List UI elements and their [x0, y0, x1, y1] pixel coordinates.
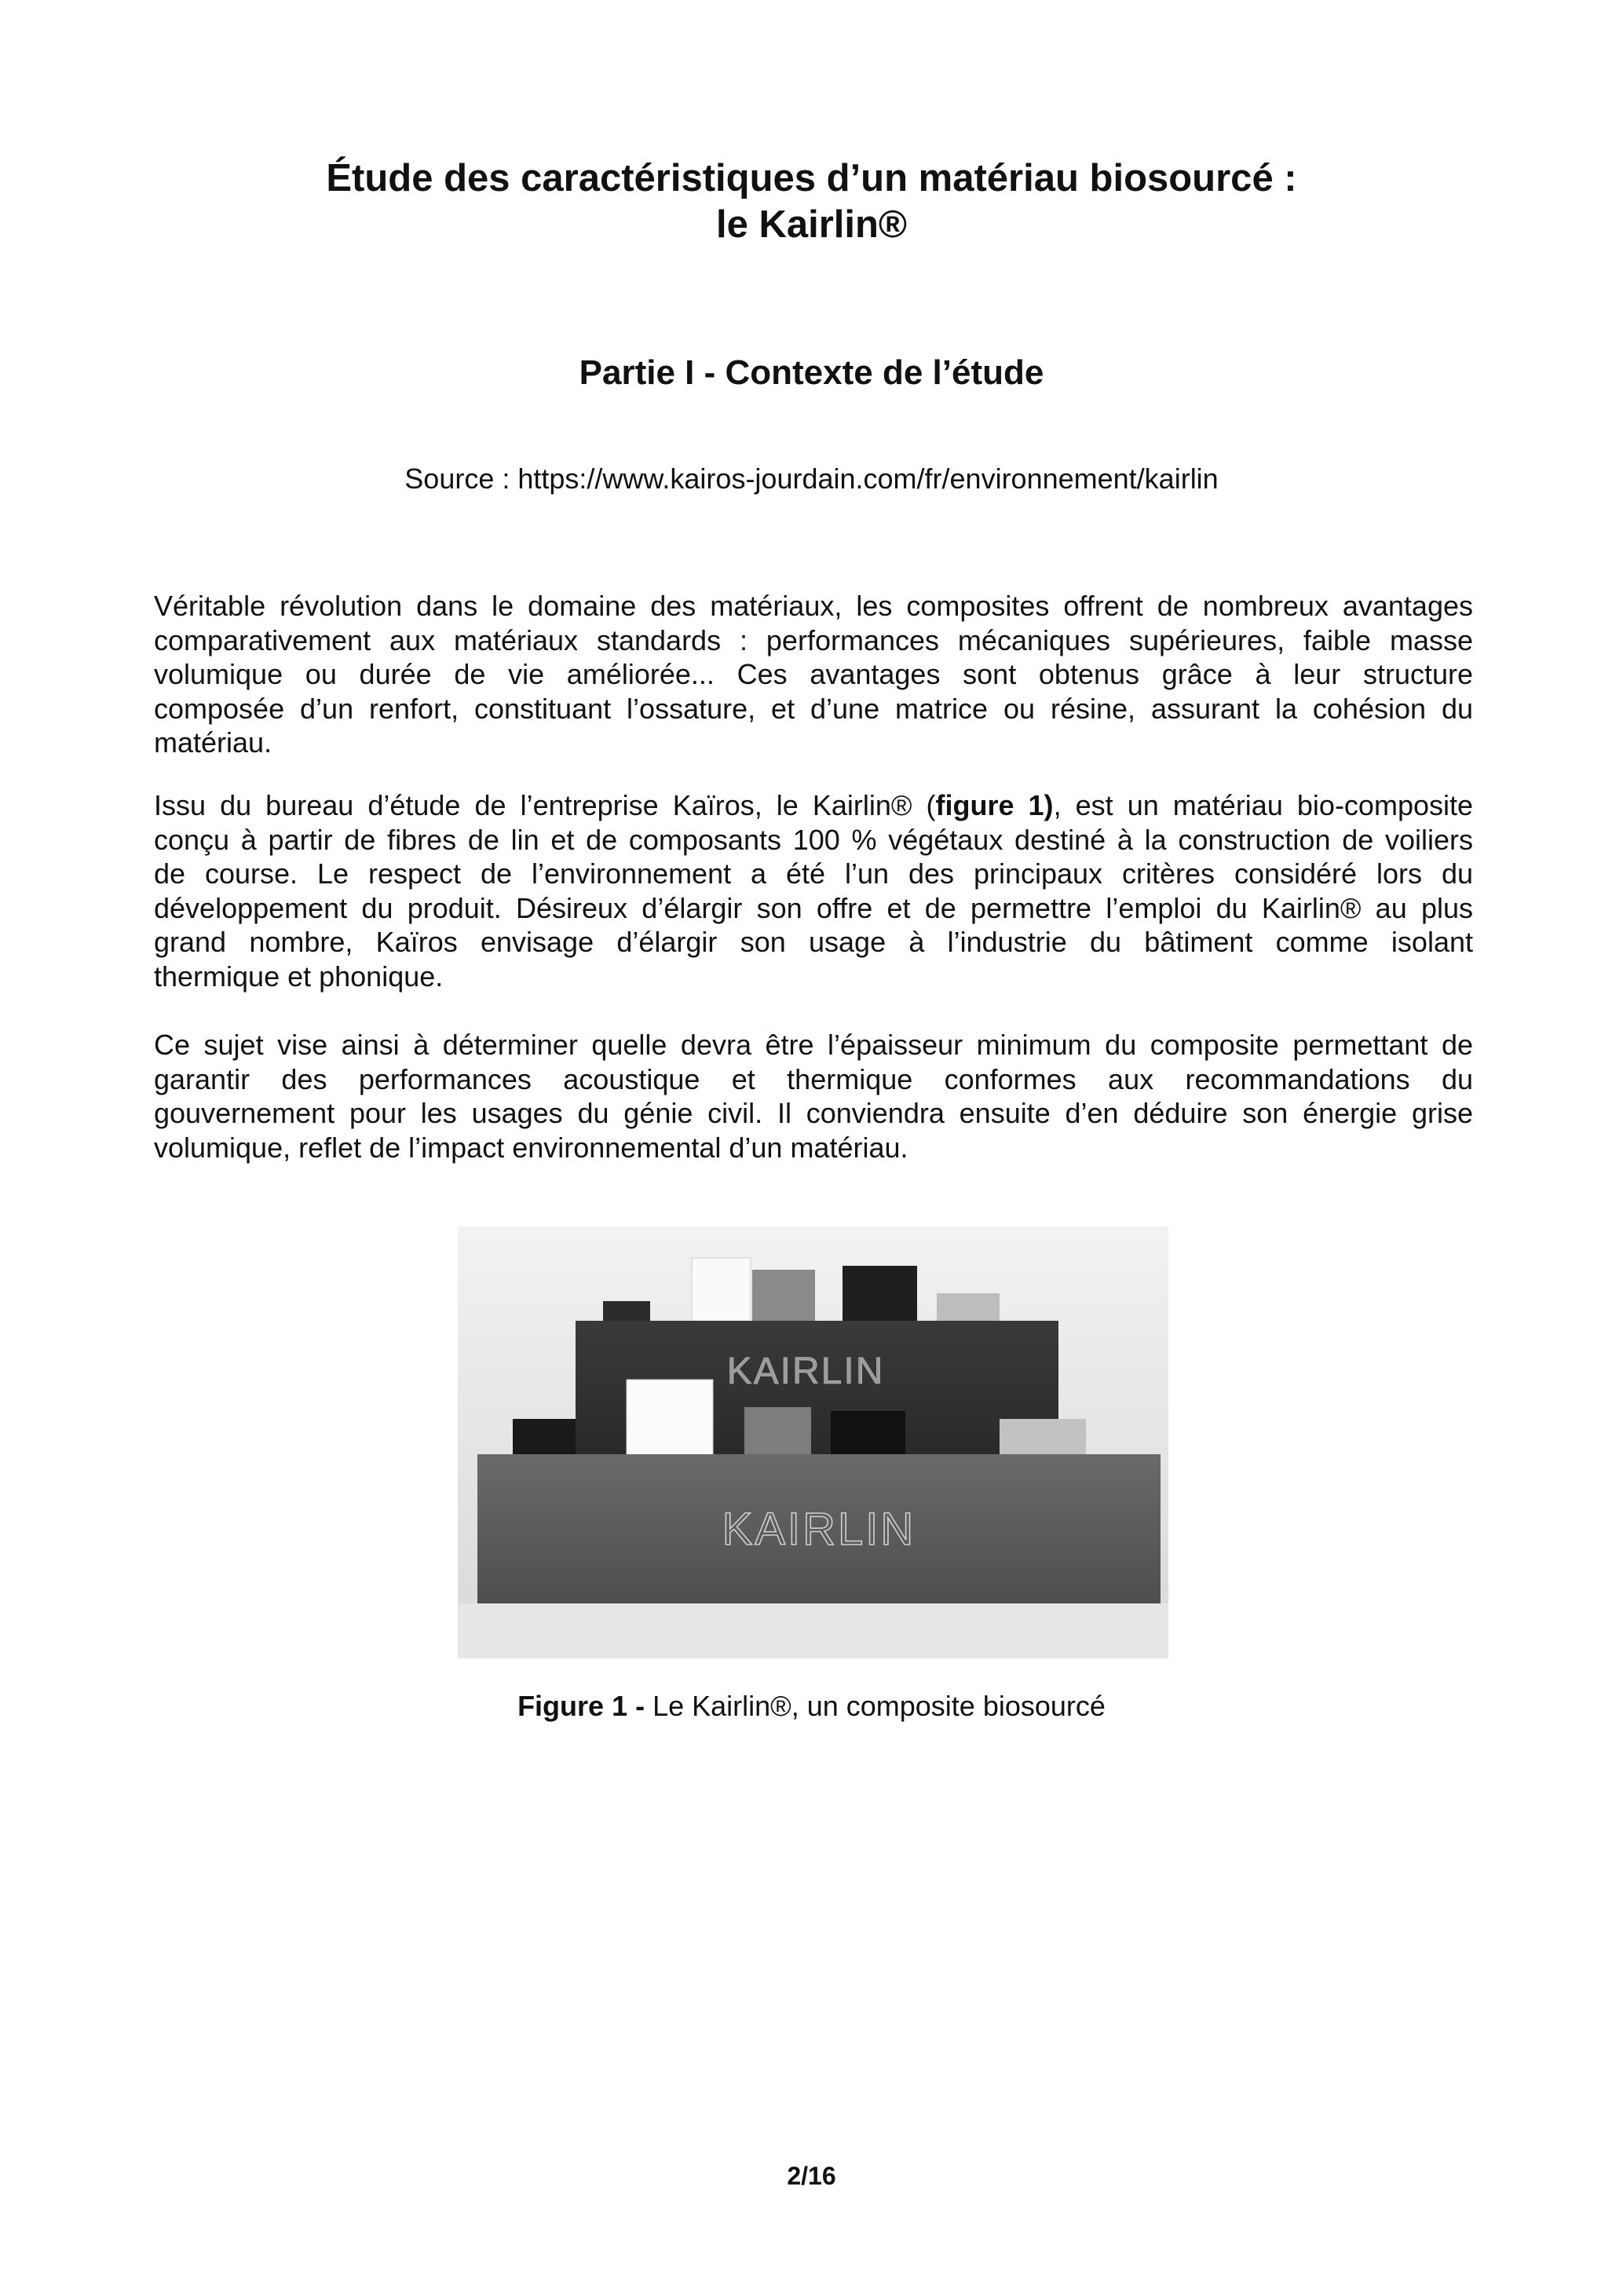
- source-line: Source : https://www.kairos-jourdain.com/fr/environnement/kairlin: [404, 462, 1219, 495]
- paragraph-line: grand nombre, Kaïros envisage d’élargir son usage à l’industrie du bâtiment comme isolant: [154, 926, 1473, 958]
- paragraph-line: Ce sujet vise ainsi à déterminer quelle devra être l’épaisseur minimum du composite permettant de: [154, 1029, 1473, 1061]
- paragraph-line: composée d’un renfort, constituant l’ossature, et d’une matrice ou résine, assurant la cohésion du: [154, 692, 1473, 725]
- figure-reference: figure 1): [935, 789, 1054, 821]
- paragraph-line: matériau.: [154, 726, 272, 759]
- paragraph-line: thermique et phonique.: [154, 960, 444, 993]
- paragraph-intro: [154, 589, 1473, 760]
- page-number: 2/16: [787, 2162, 836, 2190]
- paragraph-line: [154, 788, 1473, 823]
- paragraph-line: conçu à partir de fibres de lin et de composants 100 % végétaux destiné à la construction de voiliers: [154, 823, 1473, 856]
- paragraph-line: Véritable révolution dans le domaine des matériaux, les composites offrent de nombreux avantages: [154, 590, 1473, 622]
- front-box-label: KAIRLIN: [722, 1504, 916, 1555]
- document-title-line2: le Kairlin®: [715, 203, 908, 246]
- paragraph-text: Issu du bureau d’étude de l’entreprise Kaïros, le Kairlin® (: [154, 789, 936, 821]
- paragraph-line: comparativement aux matériaux standards : performances mécaniques supérieures, faible masse: [154, 623, 1473, 656]
- figure-photo: [458, 1227, 1168, 1658]
- paragraph-line: volumique ou durée de vie améliorée... Ces avantages sont obtenus grâce à leur structure: [154, 658, 1473, 690]
- paragraph-line: volumique, reflet de l’impact environnemental d’un matériau.: [154, 1131, 908, 1164]
- paragraph-line: de course. Le respect de l’environnement a été l’un des principaux critères considéré lors du: [154, 857, 1473, 890]
- paragraph-line: développement du produit. Désireux d’élargir son offre et de permettre l’emploi du Kairlin® au plus: [154, 891, 1473, 924]
- paragraph-line: garantir des performances acoustique et thermique conformes aux recommandations du: [154, 1062, 1473, 1095]
- caption-text: Le Kairlin®, un composite biosourcé: [645, 1690, 1106, 1722]
- paragraph-kairlin: [154, 788, 1473, 993]
- paragraph-objective: [154, 1028, 1473, 1164]
- paragraph-line: gouvernement pour les usages du génie civil. Il conviendra ensuite d’en déduire son énergie grise: [154, 1097, 1473, 1129]
- back-box-label: KAIRLIN: [726, 1351, 885, 1392]
- section-title: Partie I - Contexte de l’étude: [579, 353, 1044, 392]
- document-title-line1: Étude des caractéristiques d’un matériau biosourcé :: [326, 157, 1297, 199]
- caption-label: Figure 1 -: [517, 1690, 645, 1722]
- paragraph-text: , est un matériau bio-composite: [1053, 789, 1474, 821]
- figure-caption: [0, 1689, 1623, 1724]
